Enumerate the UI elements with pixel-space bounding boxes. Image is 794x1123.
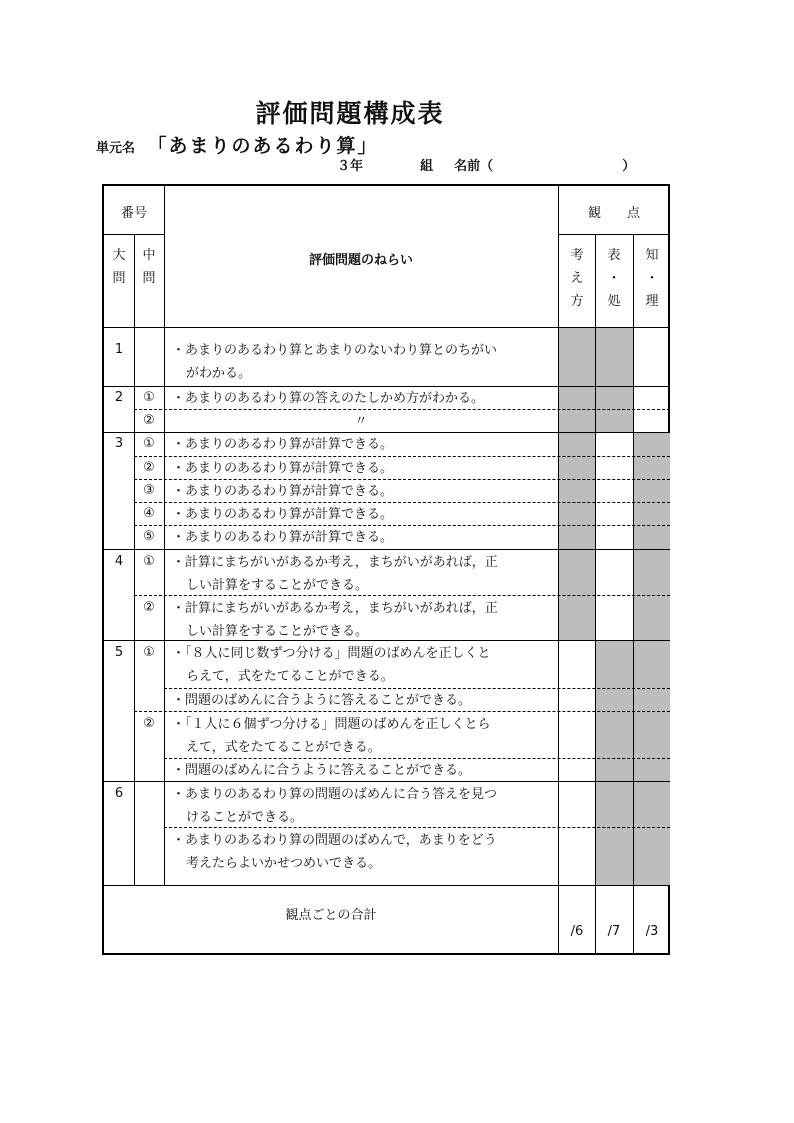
task-text: ・計算にまちがいがあるか考え，まちがいがあれば，正 しい計算をすることができる。 (172, 601, 498, 639)
major-number: 4 (114, 554, 124, 569)
shade-cell (634, 782, 670, 885)
major-number: 3 (114, 436, 124, 451)
grade-label: ３年 (337, 159, 364, 174)
minor-number: ① (143, 645, 155, 660)
major-number: 5 (114, 645, 124, 660)
minor-number: ⑤ (143, 529, 155, 544)
minor-header: 中 問 (142, 248, 156, 286)
task-text: ・あまりのあるわり算が計算できる。 (172, 437, 394, 452)
name-close: ） (622, 159, 636, 174)
name-label[interactable]: 名前（ (454, 159, 494, 174)
major-header: 大 問 (112, 248, 126, 286)
major-number: 2 (114, 390, 124, 405)
shade-cell (596, 782, 633, 885)
total-expression: /7 (607, 924, 621, 939)
task-text: ・あまりのあるわり算の問題のばめんに合う答えを見つ けることができる。 (172, 787, 498, 825)
viewpoint-thinking-header: 考 え 方 (570, 248, 584, 309)
shade-cell (634, 432, 670, 640)
task-text: ・あまりのあるわり算が計算できる。 (172, 530, 394, 545)
total-knowledge: /3 (645, 924, 659, 939)
shade-cell (596, 328, 633, 432)
task-text: ・あまりのあるわり算が計算できる。 (172, 461, 394, 476)
page-title: 評価問題構成表 (255, 99, 445, 128)
viewpoint-header: 観 点 (587, 206, 640, 221)
task-text: ・「８人に同じ数ずつ分ける」問題のばめんを正しくと らえて，式をたてることができる。 (172, 646, 491, 684)
task-text: ・計算にまちがいがあるか考え，まちがいがあれば，正 しい計算をすることができる。 (172, 555, 498, 593)
number-header: 番号 (120, 206, 147, 221)
task-text: ・あまりのあるわり算が計算できる。 (172, 484, 394, 499)
minor-number: ② (143, 460, 155, 475)
viewpoint-expression-header: 表 ・ 処 (607, 248, 621, 309)
minor-number: ④ (143, 506, 155, 521)
unit-label: 単元名 (96, 141, 136, 156)
minor-number: ① (143, 436, 155, 451)
minor-number: ② (143, 600, 155, 615)
aim-header: 評価問題のねらい (308, 253, 413, 268)
task-text: ・あまりのあるわり算が計算できる。 (172, 507, 394, 522)
minor-number: ① (143, 554, 155, 569)
shade-cell (559, 328, 595, 550)
minor-number: ② (143, 413, 155, 428)
minor-number: ② (143, 716, 155, 731)
task-text: ・問題のばめんに合うように答えることができる。 (172, 693, 472, 708)
task-text: ・「１人に６個ずつ分ける」問題のばめんを正しくとら えて，式をたてることができる。 (172, 717, 491, 755)
task-text: 〃 (354, 414, 368, 429)
task-text: ・問題のばめんに合うように答えることができる。 (172, 763, 472, 778)
class-label: 組 (420, 159, 434, 174)
task-text: ・あまりのあるわり算の答えのたしかめ方がわかる。 (172, 391, 485, 406)
minor-number: ① (143, 390, 155, 405)
unit-name: 「あまりのあるわり算」 (147, 135, 379, 157)
task-text: ・あまりのあるわり算とあまりのないわり算とのちがい がわかる。 (172, 343, 498, 381)
student-line (337, 155, 635, 174)
task-text: ・あまりのあるわり算の問題のばめんで，あまりをどう 考えたらよいかせつめいできる。 (172, 833, 497, 871)
evaluation-table (102, 184, 670, 955)
viewpoint-knowledge-header: 知 ・ 理 (645, 248, 659, 309)
major-number: 6 (114, 786, 124, 801)
unit-line (96, 131, 379, 158)
total-thinking: /6 (570, 924, 584, 939)
major-number: 1 (114, 342, 124, 357)
total-label: 観点ごとの合計 (285, 908, 377, 923)
minor-number: ③ (143, 483, 155, 498)
